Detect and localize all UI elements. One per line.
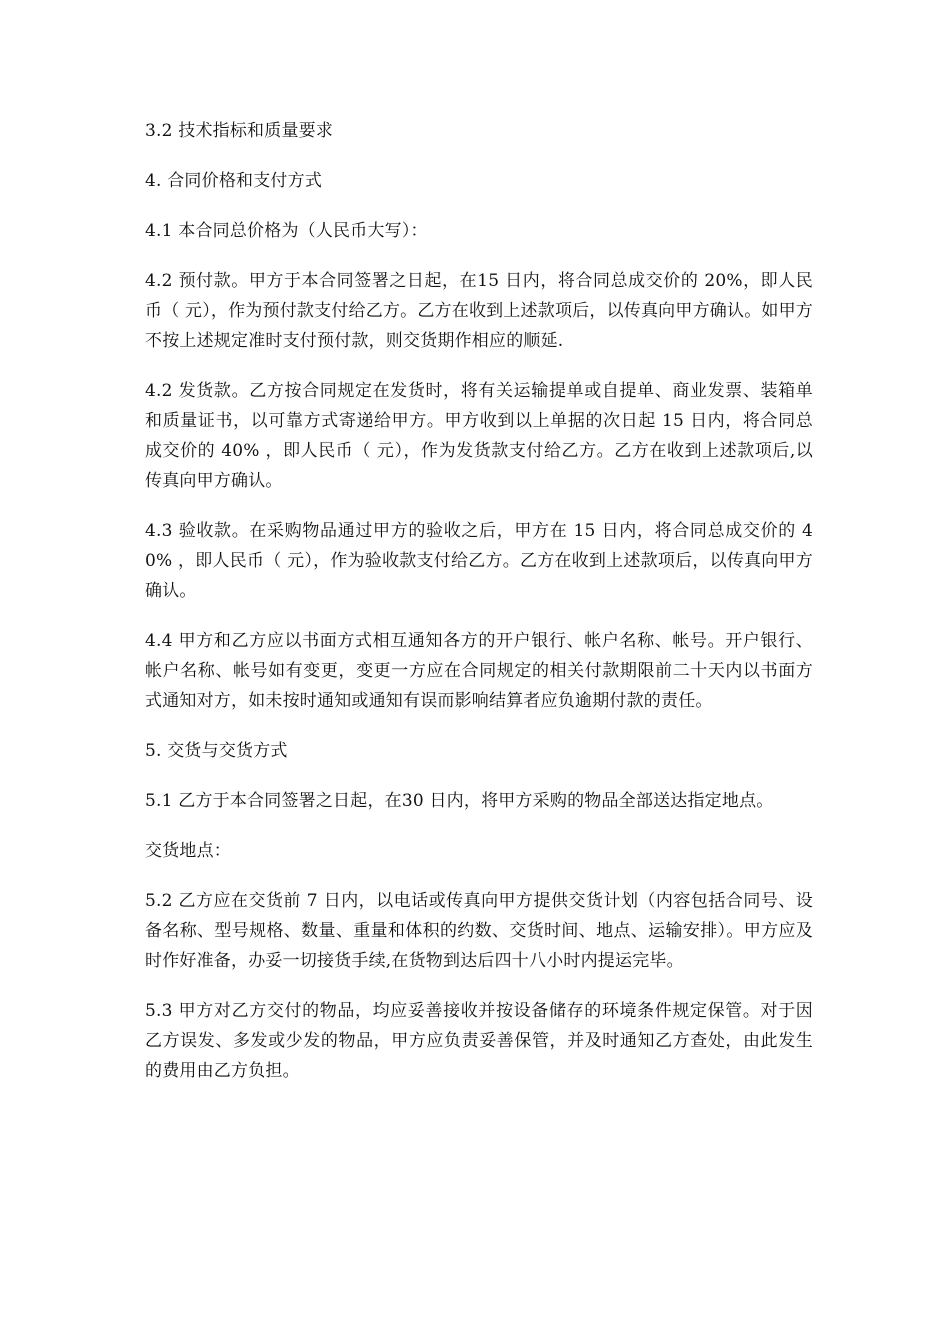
clause-4-2-prepayment: 4.2 预付款。甲方于本合同签署之日起，在15 日内，将合同总成交价的 20%，即人民币（ 元），作为预付款支付给乙方。乙方在收到上述款项后，以传真向甲方确认。如甲方不按上述规定准时支付预付款，则交货期作相应的顺延. xyxy=(145,271,813,351)
clause-4-2-shipment-payment: 4.2 发货款。乙方按合同规定在发货时，将有关运输提单或自提单、商业发票、装箱单和质量证书，以可靠方式寄递给甲方。甲方收到以上单据的次日起 15 日内，将合同总成交价的 40% ，即人民币（ 元），作为发货款支付给乙方。乙方在收到上述款项后,以传真向甲方确认。 xyxy=(145,381,813,491)
clause-5-3: 5.3 甲方对乙方交付的物品，均应妥善接收并按设备储存的环境条件规定保管。对于因乙方误发、多发或少发的物品，甲方应负责妥善保管，并及时通知乙方查处，由此发生的费用由乙方负担。 xyxy=(145,1001,813,1081)
clause-5-2: 5.2 乙方应在交货前 7 日内，以电话或传真向甲方提供交货计划（内容包括合同号、设备名称、型号规格、数量、重量和体积的约数、交货时间、地点、运输安排）。甲方应及时作好准备，办妥一切接货手续,在货物到达后四十八小时内提运完毕。 xyxy=(145,891,813,971)
clause-4-4: 4.4 甲方和乙方应以书面方式相互通知各方的开户银行、帐户名称、帐号。开户银行、帐户名称、帐号如有变更，变更一方应在合同规定的相关付款期限前二十天内以书面方式通知对方，如未按时通知或通知有误而影响结算者应负逾期付款的责任。 xyxy=(145,631,813,711)
clause-5-1: 5.1 乙方于本合同签署之日起，在30 日内，将甲方采购的物品全部送达指定地点。 xyxy=(145,791,774,811)
heading-4: 4. 合同价格和支付方式 xyxy=(145,171,323,191)
heading-3-2: 3.2 技术指标和质量要求 xyxy=(145,121,334,141)
contract-body xyxy=(145,116,813,1106)
clause-4-1: 4.1 本合同总价格为（人民币大写）： xyxy=(145,221,428,241)
heading-5: 5. 交货与交货方式 xyxy=(145,741,288,761)
clause-4-3: 4.3 验收款。在采购物品通过甲方的验收之后，甲方在 15 日内，将合同总成交价的 40% ，即人民币（ 元），作为验收款支付给乙方。乙方在收到上述款项后，以传真向甲方确认。 xyxy=(145,521,813,601)
delivery-location: 交货地点： xyxy=(145,841,231,861)
